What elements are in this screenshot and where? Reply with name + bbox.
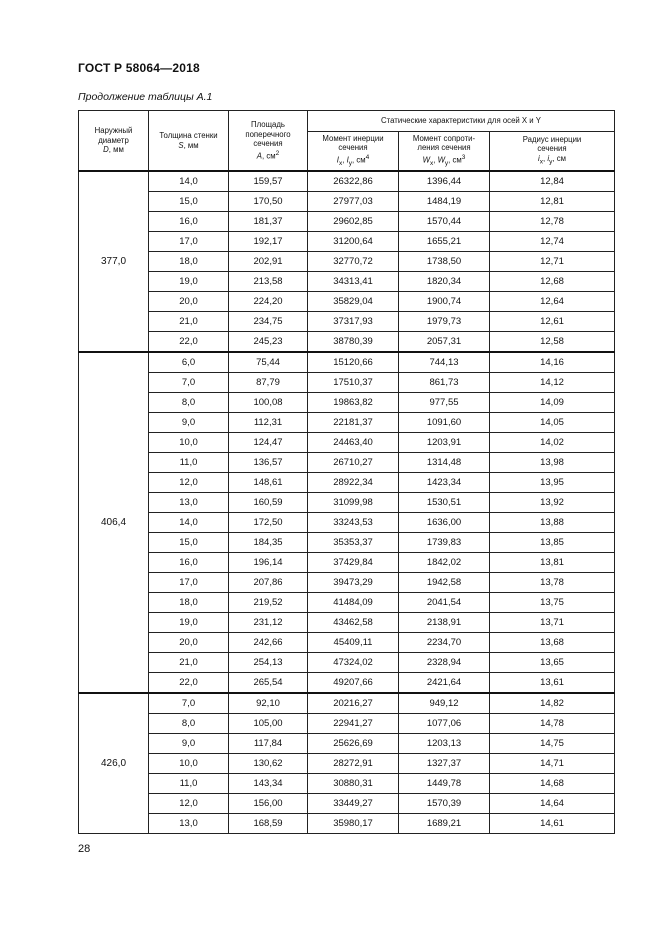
area-cell: 156,00 — [229, 794, 308, 814]
wall-thickness-cell: 7,0 — [149, 693, 229, 714]
wall-thickness-cell: 17,0 — [149, 573, 229, 593]
section-modulus-cell: 2234,70 — [399, 633, 490, 653]
radius-of-gyration-cell: 12,81 — [490, 192, 615, 212]
section-modulus-cell: 861,73 — [399, 373, 490, 393]
radius-of-gyration-cell: 14,75 — [490, 734, 615, 754]
moment-of-inertia-cell: 22181,37 — [308, 413, 399, 433]
wall-thickness-cell: 11,0 — [149, 774, 229, 794]
radius-of-gyration-cell: 13,85 — [490, 533, 615, 553]
section-modulus-cell: 1942,58 — [399, 573, 490, 593]
area-cell: 202,91 — [229, 252, 308, 272]
radius-of-gyration-cell: 13,81 — [490, 553, 615, 573]
section-modulus-cell: 2138,91 — [399, 613, 490, 633]
moment-of-inertia-cell: 15120,66 — [308, 352, 399, 373]
section-modulus-cell: 1314,48 — [399, 453, 490, 473]
wall-thickness-cell: 20,0 — [149, 633, 229, 653]
table-row — [79, 393, 615, 413]
section-modulus-cell: 949,12 — [399, 693, 490, 714]
page-number: 28 — [78, 843, 91, 855]
wall-thickness-cell: 12,0 — [149, 473, 229, 493]
area-cell: 265,54 — [229, 673, 308, 694]
section-modulus-cell: 1203,91 — [399, 433, 490, 453]
moment-of-inertia-cell: 20216,27 — [308, 693, 399, 714]
radius-of-gyration-cell: 13,61 — [490, 673, 615, 694]
moment-of-inertia-cell: 37317,93 — [308, 312, 399, 332]
section-modulus-cell: 1091,60 — [399, 413, 490, 433]
table-header — [79, 111, 615, 172]
radius-of-gyration-cell: 13,65 — [490, 653, 615, 673]
wall-thickness-cell: 21,0 — [149, 312, 229, 332]
area-cell: 231,12 — [229, 613, 308, 633]
radius-of-gyration-cell: 14,16 — [490, 352, 615, 373]
area-cell: 124,47 — [229, 433, 308, 453]
area-cell: 196,14 — [229, 553, 308, 573]
section-modulus-cell: 1689,21 — [399, 814, 490, 834]
wall-thickness-cell: 7,0 — [149, 373, 229, 393]
wall-thickness-cell: 11,0 — [149, 453, 229, 473]
diameter-cell: 406,4 — [79, 352, 149, 693]
area-cell: 148,61 — [229, 473, 308, 493]
radius-of-gyration-cell: 14,02 — [490, 433, 615, 453]
header-radius-of-gyration: Радиус инерции сечения $i_x$, $i_y$, см — [490, 132, 615, 172]
radius-of-gyration-cell: 14,64 — [490, 794, 615, 814]
radius-of-gyration-cell: 13,75 — [490, 593, 615, 613]
moment-of-inertia-cell: 37429,84 — [308, 553, 399, 573]
radius-of-gyration-cell: 12,71 — [490, 252, 615, 272]
wall-thickness-cell: 8,0 — [149, 393, 229, 413]
section-modulus-cell: 1655,21 — [399, 232, 490, 252]
section-modulus-cell: 2057,31 — [399, 332, 490, 353]
table-row — [79, 332, 615, 353]
table-row — [79, 533, 615, 553]
wall-thickness-cell: 12,0 — [149, 794, 229, 814]
wall-thickness-cell: 18,0 — [149, 252, 229, 272]
section-modulus-cell: 1449,78 — [399, 774, 490, 794]
wall-thickness-cell: 10,0 — [149, 754, 229, 774]
section-modulus-cell: 1570,44 — [399, 212, 490, 232]
moment-of-inertia-cell: 47324,02 — [308, 653, 399, 673]
area-cell: 172,50 — [229, 513, 308, 533]
moment-of-inertia-cell: 41484,09 — [308, 593, 399, 613]
section-modulus-cell: 1979,73 — [399, 312, 490, 332]
header-static-characteristics: Статические характеристики для осей X и Y — [308, 111, 615, 132]
table-row — [79, 593, 615, 613]
area-cell: 213,58 — [229, 272, 308, 292]
radius-of-gyration-cell: 13,95 — [490, 473, 615, 493]
table-row — [79, 613, 615, 633]
radius-of-gyration-cell: 13,88 — [490, 513, 615, 533]
radius-of-gyration-cell: 12,74 — [490, 232, 615, 252]
table-row — [79, 413, 615, 433]
section-modulus-cell: 1530,51 — [399, 493, 490, 513]
wall-thickness-cell: 10,0 — [149, 433, 229, 453]
area-cell: 192,17 — [229, 232, 308, 252]
area-cell: 245,23 — [229, 332, 308, 353]
document-code: ГОСТ Р 58064—2018 — [78, 61, 200, 75]
wall-thickness-cell: 22,0 — [149, 673, 229, 694]
moment-of-inertia-cell: 31200,64 — [308, 232, 399, 252]
moment-of-inertia-cell: 27977,03 — [308, 192, 399, 212]
radius-of-gyration-cell: 14,82 — [490, 693, 615, 714]
section-modulus-cell: 744,13 — [399, 352, 490, 373]
moment-of-inertia-cell: 26322,86 — [308, 171, 399, 192]
moment-of-inertia-cell: 24463,40 — [308, 433, 399, 453]
wall-thickness-cell: 19,0 — [149, 272, 229, 292]
wall-thickness-cell: 18,0 — [149, 593, 229, 613]
table-row — [79, 734, 615, 754]
moment-of-inertia-cell: 31099,98 — [308, 493, 399, 513]
section-modulus-cell: 1739,83 — [399, 533, 490, 553]
radius-of-gyration-cell: 13,68 — [490, 633, 615, 653]
diameter-cell: 426,0 — [79, 693, 149, 834]
section-modulus-cell: 1327,37 — [399, 754, 490, 774]
area-cell: 112,31 — [229, 413, 308, 433]
wall-thickness-cell: 22,0 — [149, 332, 229, 353]
area-cell: 75,44 — [229, 352, 308, 373]
wall-thickness-cell: 8,0 — [149, 714, 229, 734]
table-row — [79, 673, 615, 694]
radius-of-gyration-cell: 12,58 — [490, 332, 615, 353]
area-cell: 181,37 — [229, 212, 308, 232]
section-modulus-cell: 1423,34 — [399, 473, 490, 493]
table-row — [79, 292, 615, 312]
moment-of-inertia-cell: 29602,85 — [308, 212, 399, 232]
moment-of-inertia-cell: 17510,37 — [308, 373, 399, 393]
radius-of-gyration-cell: 12,78 — [490, 212, 615, 232]
section-modulus-cell: 1738,50 — [399, 252, 490, 272]
header-section-modulus: Момент сопроти- ления сечения $W_x$, $W_y$, $см^3$ — [399, 132, 490, 172]
wall-thickness-cell: 14,0 — [149, 171, 229, 192]
wall-thickness-cell: 13,0 — [149, 814, 229, 834]
moment-of-inertia-cell: 22941,27 — [308, 714, 399, 734]
moment-of-inertia-cell: 32770,72 — [308, 252, 399, 272]
area-cell: 224,20 — [229, 292, 308, 312]
radius-of-gyration-cell: 14,68 — [490, 774, 615, 794]
wall-thickness-cell: 16,0 — [149, 553, 229, 573]
radius-of-gyration-cell: 12,64 — [490, 292, 615, 312]
wall-thickness-cell: 6,0 — [149, 352, 229, 373]
area-cell: 143,34 — [229, 774, 308, 794]
section-modulus-cell: 2041,54 — [399, 593, 490, 613]
moment-of-inertia-cell: 26710,27 — [308, 453, 399, 473]
table-row — [79, 633, 615, 653]
area-cell: 170,50 — [229, 192, 308, 212]
area-cell: 184,35 — [229, 533, 308, 553]
header-diameter: Наружный диаметр D, мм — [79, 111, 149, 172]
table-row — [79, 573, 615, 593]
moment-of-inertia-cell: 19863,82 — [308, 393, 399, 413]
section-modulus-cell: 1077,06 — [399, 714, 490, 734]
moment-of-inertia-cell: 49207,66 — [308, 673, 399, 694]
section-modulus-cell: 1820,34 — [399, 272, 490, 292]
radius-of-gyration-cell: 14,09 — [490, 393, 615, 413]
header-cross-section-area: Площадь поперечного сечения А, $см^2$ — [229, 111, 308, 172]
radius-of-gyration-cell: 13,78 — [490, 573, 615, 593]
table-row — [79, 171, 615, 192]
table-row — [79, 373, 615, 393]
table-row — [79, 553, 615, 573]
area-cell: 219,52 — [229, 593, 308, 613]
area-cell: 87,79 — [229, 373, 308, 393]
wall-thickness-cell: 21,0 — [149, 653, 229, 673]
table-row — [79, 513, 615, 533]
radius-of-gyration-cell: 12,68 — [490, 272, 615, 292]
table-row — [79, 453, 615, 473]
section-modulus-cell: 2328,94 — [399, 653, 490, 673]
header-wall-thickness: Толщина стенки S, мм — [149, 111, 229, 172]
section-modulus-cell: 2421,64 — [399, 673, 490, 694]
section-modulus-cell: 1900,74 — [399, 292, 490, 312]
header-moment-of-inertia: Момент инерции сечения $I_x$, $I_y$, $см^4$ — [308, 132, 399, 172]
area-cell: 160,59 — [229, 493, 308, 513]
moment-of-inertia-cell: 35353,37 — [308, 533, 399, 553]
table-row — [79, 352, 615, 373]
section-modulus-cell: 977,55 — [399, 393, 490, 413]
radius-of-gyration-cell: 13,71 — [490, 613, 615, 633]
area-cell: 242,66 — [229, 633, 308, 653]
table-row — [79, 794, 615, 814]
wall-thickness-cell: 19,0 — [149, 613, 229, 633]
table-row — [79, 252, 615, 272]
area-cell: 254,13 — [229, 653, 308, 673]
wall-thickness-cell: 14,0 — [149, 513, 229, 533]
radius-of-gyration-cell: 13,98 — [490, 453, 615, 473]
table-row — [79, 232, 615, 252]
table-row — [79, 473, 615, 493]
table-row — [79, 774, 615, 794]
table-row — [79, 212, 615, 232]
area-cell: 168,59 — [229, 814, 308, 834]
table-row — [79, 493, 615, 513]
table-row — [79, 814, 615, 834]
table-row — [79, 312, 615, 332]
table-caption: Продолжение таблицы А.1 — [78, 91, 213, 103]
area-cell: 159,57 — [229, 171, 308, 192]
section-modulus-cell: 1570,39 — [399, 794, 490, 814]
wall-thickness-cell: 15,0 — [149, 533, 229, 553]
table-body — [79, 171, 615, 834]
moment-of-inertia-cell: 25626,69 — [308, 734, 399, 754]
moment-of-inertia-cell: 33243,53 — [308, 513, 399, 533]
wall-thickness-cell: 9,0 — [149, 734, 229, 754]
area-cell: 100,08 — [229, 393, 308, 413]
diameter-cell: 377,0 — [79, 171, 149, 352]
moment-of-inertia-cell: 33449,27 — [308, 794, 399, 814]
section-modulus-cell: 1203,13 — [399, 734, 490, 754]
radius-of-gyration-cell: 14,71 — [490, 754, 615, 774]
table-row — [79, 714, 615, 734]
moment-of-inertia-cell: 28272,91 — [308, 754, 399, 774]
radius-of-gyration-cell: 14,61 — [490, 814, 615, 834]
section-modulus-cell: 1636,00 — [399, 513, 490, 533]
radius-of-gyration-cell: 14,12 — [490, 373, 615, 393]
area-cell: 105,00 — [229, 714, 308, 734]
radius-of-gyration-cell: 13,92 — [490, 493, 615, 513]
table-row — [79, 653, 615, 673]
wall-thickness-cell: 20,0 — [149, 292, 229, 312]
radius-of-gyration-cell: 14,78 — [490, 714, 615, 734]
area-cell: 234,75 — [229, 312, 308, 332]
moment-of-inertia-cell: 39473,29 — [308, 573, 399, 593]
moment-of-inertia-cell: 30880,31 — [308, 774, 399, 794]
section-modulus-cell: 1484,19 — [399, 192, 490, 212]
area-cell: 207,86 — [229, 573, 308, 593]
table-row — [79, 433, 615, 453]
table-row — [79, 754, 615, 774]
area-cell: 117,84 — [229, 734, 308, 754]
wall-thickness-cell: 17,0 — [149, 232, 229, 252]
radius-of-gyration-cell: 14,05 — [490, 413, 615, 433]
wall-thickness-cell: 9,0 — [149, 413, 229, 433]
moment-of-inertia-cell: 34313,41 — [308, 272, 399, 292]
table-row — [79, 192, 615, 212]
moment-of-inertia-cell: 38780,39 — [308, 332, 399, 353]
radius-of-gyration-cell: 12,61 — [490, 312, 615, 332]
moment-of-inertia-cell: 35829,04 — [308, 292, 399, 312]
area-cell: 130,62 — [229, 754, 308, 774]
area-cell: 92,10 — [229, 693, 308, 714]
area-cell: 136,57 — [229, 453, 308, 473]
moment-of-inertia-cell: 28922,34 — [308, 473, 399, 493]
section-modulus-cell: 1842,02 — [399, 553, 490, 573]
radius-of-gyration-cell: 12,84 — [490, 171, 615, 192]
table-row — [79, 272, 615, 292]
wall-thickness-cell: 13,0 — [149, 493, 229, 513]
wall-thickness-cell: 15,0 — [149, 192, 229, 212]
moment-of-inertia-cell: 45409,11 — [308, 633, 399, 653]
wall-thickness-cell: 16,0 — [149, 212, 229, 232]
section-modulus-cell: 1396,44 — [399, 171, 490, 192]
moment-of-inertia-cell: 35980,17 — [308, 814, 399, 834]
moment-of-inertia-cell: 43462,58 — [308, 613, 399, 633]
table-row — [79, 693, 615, 714]
pipe-properties-table — [78, 110, 615, 834]
